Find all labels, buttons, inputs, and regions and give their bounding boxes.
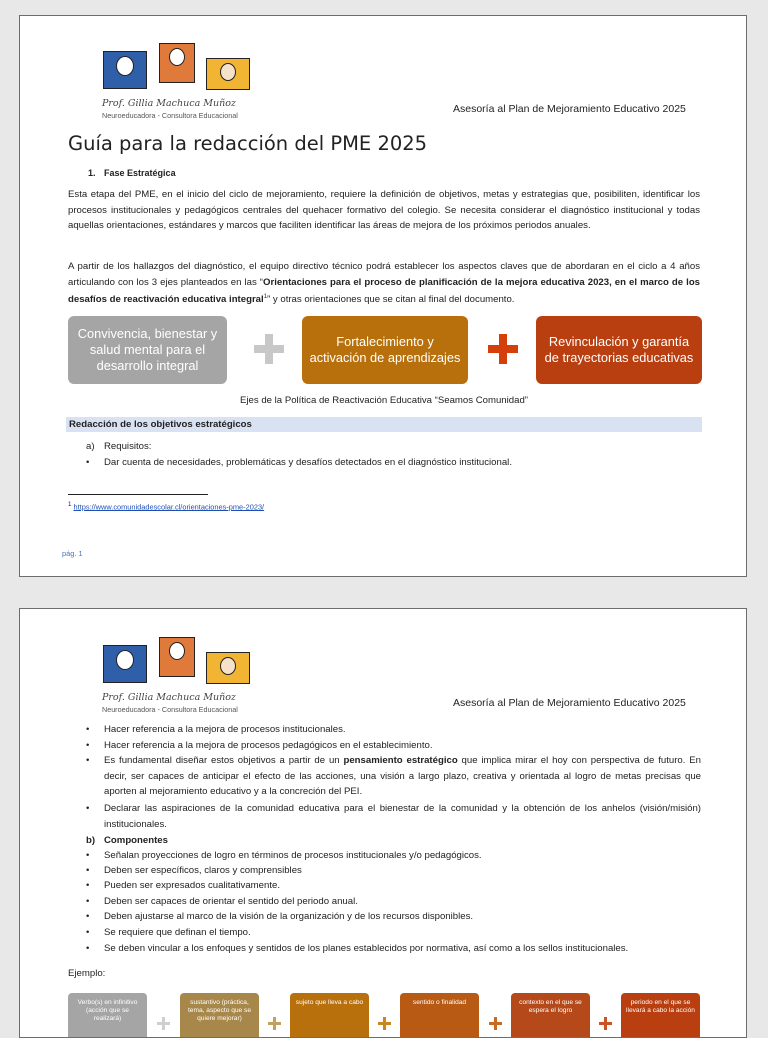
footnote-link[interactable]: https://www.comunidadescolar.cl/orientaciones-pme-2023/: [73, 502, 265, 512]
requirements-marker: a): [86, 441, 95, 452]
bullet-icon: •: [86, 724, 90, 735]
formula-box-periodo: periodo en el que se llevará a cabo la acción: [621, 993, 700, 1038]
formula-box-verbo: Verbo(s) en infinitivo (acción que se realizará): [68, 993, 147, 1038]
document-page-2: [19, 608, 747, 1038]
header-text: Asesoría al Plan de Mejoramiento Educativo 2025: [453, 103, 686, 115]
logo-subtitle: Neuroeducadora - Consultora Educacional: [102, 111, 238, 120]
list-item: Declarar las aspiraciones de la comunidad educativa para el bienestar de la comunidad y la obtención de los anhelos (visión/misión) institucionales.: [104, 803, 701, 830]
list-item: Hacer referencia a la mejora de procesos institucionales.: [104, 724, 346, 735]
list-item: Señalan proyecciones de logro en términos de procesos institucionales y/o pedagógicos.: [104, 850, 482, 861]
orientations-bold-text: Orientaciones para el proceso de planificación de la mejora educativa 2023, en el marco de los desafíos de reactivación educativa integral: [68, 276, 701, 306]
bullet-icon: •: [86, 457, 90, 468]
phase-heading: [88, 168, 176, 178]
bullet-icon: •: [86, 943, 90, 954]
list-item: Deben ser capaces de orientar el sentido del periodo anual.: [104, 896, 358, 907]
requirements-label: Requisitos:: [104, 441, 152, 452]
intro-paragraph: Esta etapa del PME, en el inicio del ciclo de mejoramiento, requiere la definición de objetivos, metas y estrategias que, posibiliten, identificar los procesos institucionales y pedagógicos centrales del quehacer formativo del colegio. Se necesita considerar el diagnóstico institucional y todas aquellas orientaciones, estándares y marcos que faciliten identificar las áreas de mejora de los próximos periodos anuales.: [68, 189, 700, 231]
plus-icon: [488, 334, 518, 364]
student-illustration-icon: [206, 58, 250, 90]
logo-subtitle: Neuroeducadora - Consultora Educacional: [102, 705, 238, 714]
bullet-icon: •: [86, 927, 90, 938]
components-label: Componentes: [104, 835, 168, 846]
strategic-thinking-text: Es fundamental diseñar estos objetivos a partir de un: [104, 755, 344, 766]
list-item: Se requiere que definan el tiempo.: [104, 927, 251, 938]
list-item: Hacer referencia a la mejora de procesos pedagógicos en el establecimiento.: [104, 740, 433, 751]
phase-number: 1.: [88, 168, 96, 178]
list-item: Pueden ser expresados cualitativamente.: [104, 880, 280, 891]
axes-paragraph: [68, 259, 700, 308]
page-title: Guía para la redacción del PME 2025: [68, 132, 428, 155]
formula-box-contexto: contexto en el que se espera el logro: [511, 993, 590, 1038]
example-label: Ejemplo:: [68, 968, 106, 979]
document-page-1: [19, 15, 747, 577]
bullet-icon: •: [86, 803, 90, 814]
axes-paragraph-text: A partir de los hallazgos del diagnóstico, el equipo directivo técnico podrá establecer los aspectos claves que de abordaran en el ciclo a 4 años articulando con los 3 ejes planteados en las “: [68, 261, 700, 288]
reactivation-axes-diagram: [68, 316, 705, 384]
reader-illustration-icon: [159, 43, 195, 83]
axis-box-convivencia: Convivencia, bienestar y salud mental para el desarrollo integral: [68, 316, 227, 384]
bullet-icon: •: [86, 865, 90, 876]
plus-icon: [254, 334, 284, 364]
list-item: Se deben vincular a los enfoques y sentidos de los planes establecidos por normativa, así como a los sellos institucionales.: [104, 943, 629, 954]
list-item: [104, 753, 701, 800]
footnote-number: 1: [68, 501, 72, 508]
student-illustration-icon: [206, 652, 250, 684]
bullet-icon: •: [86, 850, 90, 861]
phase-title: Fase Estratégica: [104, 168, 176, 178]
axes-paragraph-end: ” y otras orientaciones que se citan al final del documento.: [267, 294, 515, 306]
bullet-icon: •: [86, 755, 90, 766]
formula-box-sentido: sentido o finalidad: [400, 993, 479, 1038]
logo-signature: Prof. Gillia Machuca Muñoz: [102, 692, 236, 703]
reader-illustration-icon: [159, 637, 195, 677]
section-heading: Redacción de los objetivos estratégicos: [66, 417, 702, 432]
objective-formula-diagram: [68, 993, 708, 1038]
axis-box-trayectorias: Revinculación y garantía de trayectorias educativas: [536, 316, 702, 384]
list-item: Dar cuenta de necesidades, problemáticas y desafíos detectados en el diagnóstico institucional.: [104, 457, 512, 468]
header-text: Asesoría al Plan de Mejoramiento Educativo 2025: [453, 697, 686, 709]
consultant-logo: [102, 43, 272, 120]
diagram-caption: Ejes de la Política de Reactivación Educativa “Seamos Comunidad”: [240, 395, 528, 406]
strategic-thinking-bold: pensamiento estratégico: [343, 755, 458, 766]
formula-box-sujeto: sujeto que lleva a cabo: [290, 993, 369, 1038]
footnote-divider: [68, 494, 208, 495]
bullet-icon: •: [86, 740, 90, 751]
list-item: Deben ser específicos, claros y comprensibles: [104, 865, 302, 876]
footnote-ref: 1: [263, 294, 268, 300]
logo-signature: Prof. Gillia Machuca Muñoz: [102, 98, 236, 109]
axis-box-aprendizajes: Fortalecimiento y activación de aprendizajes: [302, 316, 468, 384]
formula-box-sustantivo: sustantivo (práctica, tema, aspecto que se quiere mejorar): [180, 993, 259, 1038]
list-item: Deben ajustarse al marco de la visión de la organización y de los recursos disponibles.: [104, 911, 474, 922]
page-number: pág. 1: [62, 549, 83, 558]
bullet-icon: •: [86, 880, 90, 891]
teacher-illustration-icon: [103, 51, 147, 89]
strategic-thinking-end: que implica mirar el hoy con perspectiva de futuro. En decir, ser capaces de anticipar el efecto de las acciones, una visión a largo plazo, creativa y orientada al logro de metas precisas que aporten al mejoramiento educativo y a la concreción del PEI.: [104, 755, 701, 797]
teacher-illustration-icon: [103, 645, 147, 683]
bullet-icon: •: [86, 911, 90, 922]
footnote: [68, 501, 264, 511]
consultant-logo: [102, 637, 272, 714]
components-marker: b): [86, 835, 96, 846]
bullet-icon: •: [86, 896, 90, 907]
